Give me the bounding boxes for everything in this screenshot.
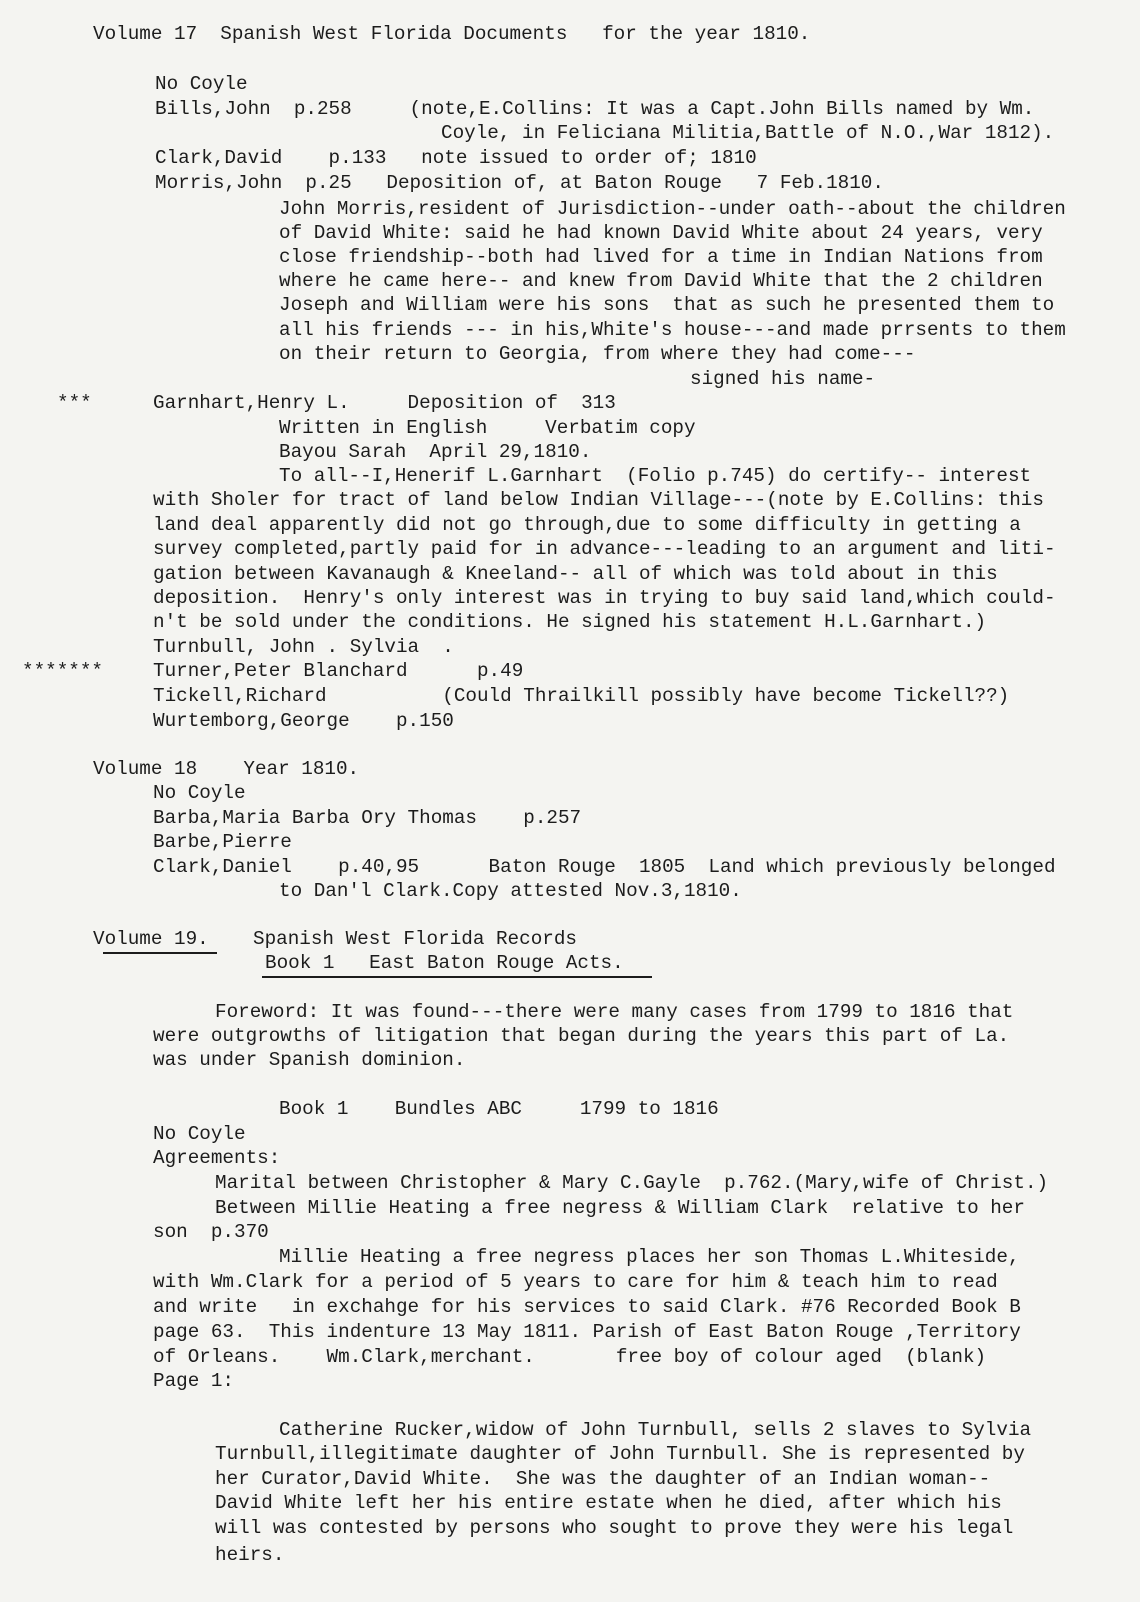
text-line: Bills,John p.258 (note,E.Collins: It was a Capt.John Bills named by Wm. bbox=[155, 98, 1035, 120]
text-line: Clark,David p.133 note issued to order of; 1810 bbox=[155, 147, 757, 169]
text-line: Tickell,Richard (Could Thrailkill possibly have become Tickell??) bbox=[153, 685, 1010, 707]
text-line: Foreword: It was found---there were many cases from 1799 to 1816 that bbox=[215, 1001, 1014, 1023]
book-subtitle: Book 1 East Baton Rouge Acts. bbox=[265, 952, 624, 974]
text-line: Turnbull, John . Sylvia . bbox=[153, 636, 454, 658]
text-line: Millie Heating a free negress places her son Thomas L.Whiteside, bbox=[279, 1246, 1020, 1268]
text-line: were outgrowths of litigation that began during the years this part of La. bbox=[153, 1025, 1010, 1047]
volume-17-heading: Volume 17 Spanish West Florida Documents for the year 1810. bbox=[93, 23, 811, 45]
text-line: to Dan'l Clark.Copy attested Nov.3,1810. bbox=[279, 880, 742, 902]
text-line: will was contested by persons who sought to prove they were his legal bbox=[215, 1517, 1014, 1539]
text-line: Barba,Maria Barba Ory Thomas p.257 bbox=[153, 807, 582, 829]
text-line: heirs. bbox=[215, 1544, 285, 1566]
text-line: Page 1: bbox=[153, 1370, 234, 1392]
asterisk-marker: *** bbox=[57, 392, 92, 414]
text-line: Turnbull,illegitimate daughter of John Turnbull. She is represented by bbox=[215, 1443, 1025, 1465]
text-line: Agreements: bbox=[153, 1147, 281, 1169]
text-line: Catherine Rucker,widow of John Turnbull, sells 2 slaves to Sylvia bbox=[279, 1419, 1032, 1441]
text-line: No Coyle bbox=[153, 1123, 246, 1145]
text-line: on their return to Georgia, from where they had come--- bbox=[279, 343, 916, 365]
text-line: all his friends --- in his,White's house---and made prrsents to them bbox=[279, 319, 1066, 341]
text-line: close friendship--both had lived for a time in Indian Nations from bbox=[279, 246, 1043, 268]
text-line: her Curator,David White. She was the daughter of an Indian woman-- bbox=[215, 1468, 991, 1490]
text-line: signed his name- bbox=[690, 368, 876, 390]
text-line: land deal apparently did not go through,due to some difficulty in getting a bbox=[153, 514, 1021, 536]
text-line: No Coyle bbox=[153, 782, 246, 804]
text-line: Turner,Peter Blanchard p.49 bbox=[153, 660, 524, 682]
text-line: Coyle, in Feliciana Militia,Battle of N.O.,War 1812). bbox=[441, 122, 1055, 144]
text-line: David White left her his entire estate when he died, after which his bbox=[215, 1492, 1002, 1514]
text-line: Book 1 Bundles ABC 1799 to 1816 bbox=[279, 1098, 719, 1120]
text-line: where he came here-- and knew from David White that the 2 children bbox=[279, 270, 1043, 292]
text-line: with Sholer for tract of land below Indian Village---(note by E.Collins: this bbox=[153, 489, 1044, 511]
book-subtitle-underline bbox=[262, 976, 652, 978]
text-line: Clark,Daniel p.40,95 Baton Rouge 1805 Land which previously belonged bbox=[153, 856, 1056, 878]
text-line: Morris,John p.25 Deposition of, at Baton Rouge 7 Feb.1810. bbox=[155, 172, 884, 194]
text-line: To all--I,Henerif L.Garnhart (Folio p.745) do certify-- interest bbox=[279, 465, 1032, 487]
text-line: n't be sold under the conditions. He signed his statement H.L.Garnhart.) bbox=[153, 611, 987, 633]
text-line: of David White: said he had known David White about 24 years, very bbox=[279, 222, 1043, 244]
text-line: Joseph and William were his sons that as such he presented them to bbox=[279, 294, 1055, 316]
text-line: gation between Kavanaugh & Kneeland-- all of which was told about in this bbox=[153, 563, 998, 585]
volume-18-heading: Volume 18 Year 1810. bbox=[93, 758, 360, 780]
text-line: deposition. Henry's only interest was in trying to buy said land,which could- bbox=[153, 587, 1056, 609]
text-line: page 63. This indenture 13 May 1811. Parish of East Baton Rouge ,Territory bbox=[153, 1321, 1021, 1343]
text-line: Garnhart,Henry L. Deposition of 313 bbox=[153, 392, 616, 414]
text-line: survey completed,partly paid for in advance---leading to an argument and liti- bbox=[153, 538, 1056, 560]
text-line: Marital between Christopher & Mary C.Gayle p.762.(Mary,wife of Christ.) bbox=[215, 1172, 1049, 1194]
records-title: Spanish West Florida Records bbox=[253, 928, 577, 950]
text-line: with Wm.Clark for a period of 5 years to care for him & teach him to read bbox=[153, 1271, 998, 1293]
text-line: Barbe,Pierre bbox=[153, 831, 292, 853]
text-line: and write in exchahge for his services to said Clark. #76 Recorded Book B bbox=[153, 1296, 1021, 1318]
text-line: Bayou Sarah April 29,1810. bbox=[279, 441, 592, 463]
text-line: of Orleans. Wm.Clark,merchant. free boy of colour aged (blank) bbox=[153, 1346, 987, 1368]
text-line: No Coyle bbox=[155, 73, 248, 95]
text-line: John Morris,resident of Jurisdiction--under oath--about the children bbox=[279, 198, 1066, 220]
text-line: Written in English Verbatim copy bbox=[279, 417, 696, 439]
volume-19-underline bbox=[103, 952, 217, 954]
text-line: Between Millie Heating a free negress & William Clark relative to her bbox=[215, 1197, 1025, 1219]
text-line: son p.370 bbox=[153, 1221, 269, 1243]
text-line: Wurtemborg,George p.150 bbox=[153, 710, 454, 732]
volume-19-heading: Volume 19. bbox=[93, 928, 209, 950]
asterisk-marker: ******* bbox=[22, 660, 103, 682]
text-line: was under Spanish dominion. bbox=[153, 1049, 466, 1071]
